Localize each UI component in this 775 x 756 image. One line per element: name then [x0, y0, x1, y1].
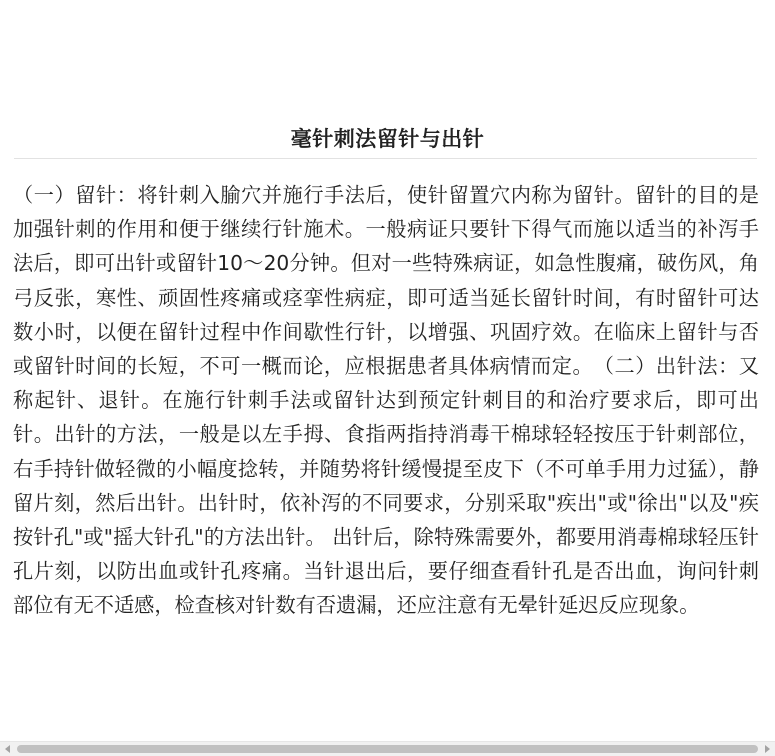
article-body: （一）留针：将针刺入腧穴并施行手法后，使针留置穴内称为留针。留针的目的是加强针刺的作用和便于继续行针施术。一般病证只要针下得气而施以适当的补泻手法后，即可出针或留针10～20分钟。但对一些特殊病证，如急性腹痛，破伤风，角弓反张，寒性、顽固性疼痛或痉挛性病症，即可适当延长留针时间，有时留针可达数小时，以便在留针过程中作间歇性行针，以增强、巩固疗效。在临床上留针与否或留针时间的长短，不可一概而论，应根据患者具体病情而定。 （二）出针法：又称起针、退针。在施行针刺手法或留针达到预定针刺目的和治疗要求后，即可出针。出针的方法，一般是以左手拇、食指两指持消毒干棉球轻轻按压于针刺部位，右手持针做轻微的小幅度捻转，并随势将针缓慢提至皮下（不可单手用力过猛），静留片刻，然后出针。出针时，依补泻的不同要求，分别采取"疾出"或"徐出"以及"疾按针孔"或"摇大针孔"的方法出针。 出针后，除特殊需要外，都要用消毒棉球轻压针孔片刻，以防出血或针孔疼痛。当针退出后，要仔细查看针孔是否出血，询问针刺部位有无不适感，检查核对针数有否遗漏，还应注意有无晕针延迟反应现象。 [13, 183, 759, 618]
article-title: 毫针刺法留针与出针 [290, 127, 485, 152]
scrollbar-thumb[interactable] [17, 745, 758, 753]
arrow-left-icon [5, 745, 10, 753]
arrow-right-icon [765, 745, 770, 753]
horizontal-scrollbar[interactable] [0, 741, 775, 756]
title-divider [14, 158, 757, 159]
scroll-right-button[interactable] [760, 742, 775, 756]
scroll-left-button[interactable] [0, 742, 15, 756]
